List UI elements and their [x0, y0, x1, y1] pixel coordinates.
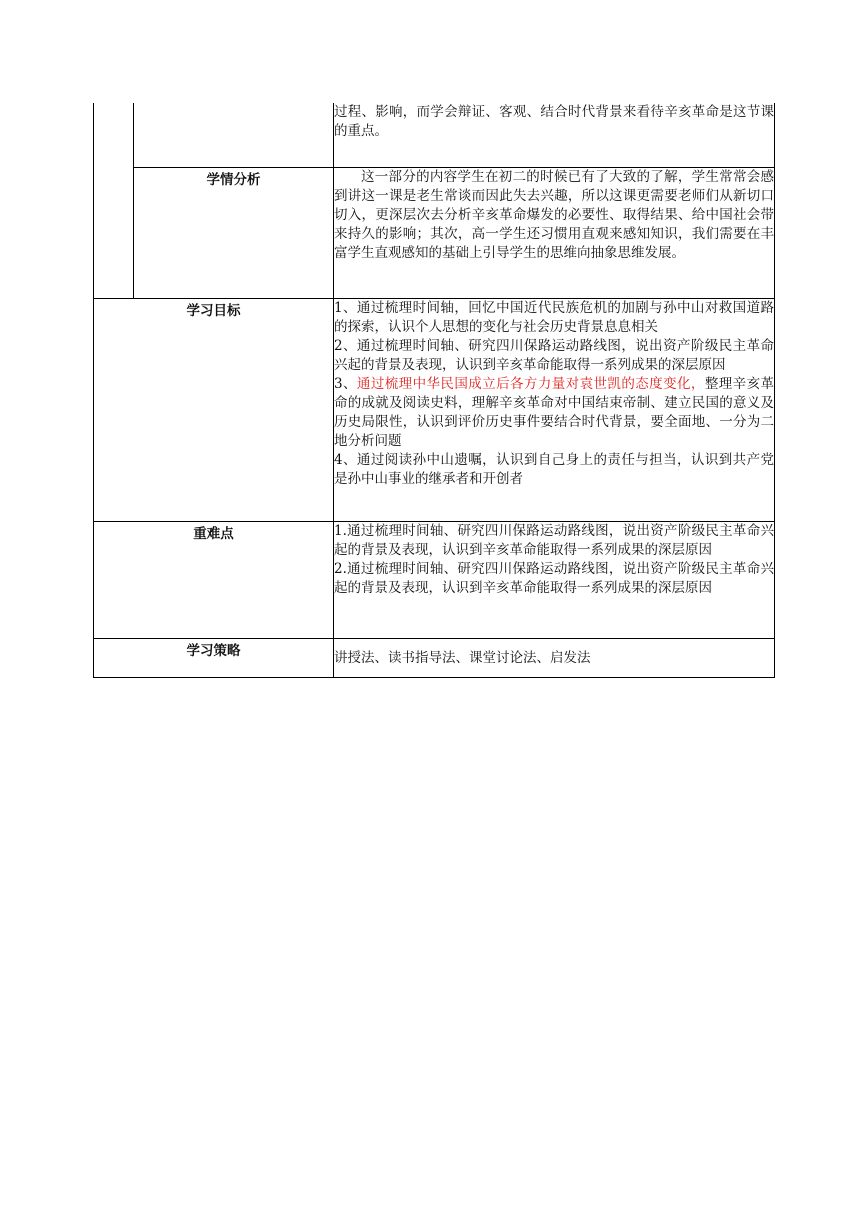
table-row-key-points	[94, 522, 775, 639]
table-row-student-analysis	[94, 168, 775, 299]
process-text: 过程、影响，而学会辩证、客观、结合时代背景来看待辛亥革命是这节课的重点。	[334, 104, 774, 139]
objectives-label: 学习目标	[94, 299, 334, 522]
objective-item-3-rest: 整理辛亥革命的成就及阅读史料，理解辛亥革命对中国结束帝制、建立民国的意义及历史局限性，认识到评价历史事件要结合时代背景，要全面地、一分为二地分析问题	[334, 376, 775, 449]
table-row-strategy	[94, 639, 775, 678]
key-points-cell	[334, 522, 775, 639]
objective-item-3-highlight: 通过梳理中华民国成立后各方力量对袁世凯的态度变化，	[356, 376, 705, 392]
student-analysis-text: 这一部分的内容学生在初二的时候已有了大致的了解，学生常常会感到讲这一课是老生常谈而因此失去兴趣，所以这课更需要老师们从新切口切入，更深层次去分析辛亥革命爆发的必要性、取得结果、给中国社会带来持久的影响；其次，高一学生还习惯用直观来感知知识，我们需要在丰富学生直观感知的基础上引导学生的思维向抽象思维发展。	[334, 169, 774, 261]
strategy-text: 讲授法、读书指导法、课堂讨论法、启发法	[334, 649, 591, 666]
objective-item-4: 4、通过阅读孙中山遗嘱，认识到自己身上的责任与担当，认识到共产党是孙中山事业的继承者和开创者	[334, 452, 774, 487]
strategy-cell	[334, 639, 775, 678]
student-analysis-cell	[334, 168, 775, 299]
objective-item-3-prefix: 3、	[334, 376, 357, 392]
objective-item-2: 2、通过梳理时间轴、研究四川保路运动路线图，说出资产阶级民主革命兴起的背景及表现，认识到辛亥革命能取得一系列成果的深层原因	[334, 338, 774, 373]
empty-label-cell	[134, 103, 334, 168]
table-row-process	[94, 103, 775, 168]
key-points-label: 重难点	[94, 522, 334, 639]
outer-label-cell	[94, 103, 134, 299]
lesson-plan-table	[93, 103, 775, 678]
objective-item-1: 1、通过梳理时间轴，回忆中国近代民族危机的加剧与孙中山对救国道路的探索，认识个人思想的变化与社会历史背景息息相关	[334, 300, 774, 335]
objective-item-3	[334, 375, 774, 451]
process-text-cell	[334, 103, 775, 168]
key-point-item-2: 2.通过梳理时间轴、研究四川保路运动路线图，说出资产阶级民主革命兴起的背景及表现，认识到辛亥革命能取得一系列成果的深层原因	[334, 561, 774, 596]
student-analysis-label: 学情分析	[134, 168, 334, 299]
objectives-cell	[334, 299, 775, 522]
table-row-objectives	[94, 299, 775, 522]
key-point-item-1: 1.通过梳理时间轴、研究四川保路运动路线图，说出资产阶级民主革命兴起的背景及表现，认识到辛亥革命能取得一系列成果的深层原因	[334, 523, 774, 558]
strategy-label: 学习策略	[94, 639, 334, 678]
